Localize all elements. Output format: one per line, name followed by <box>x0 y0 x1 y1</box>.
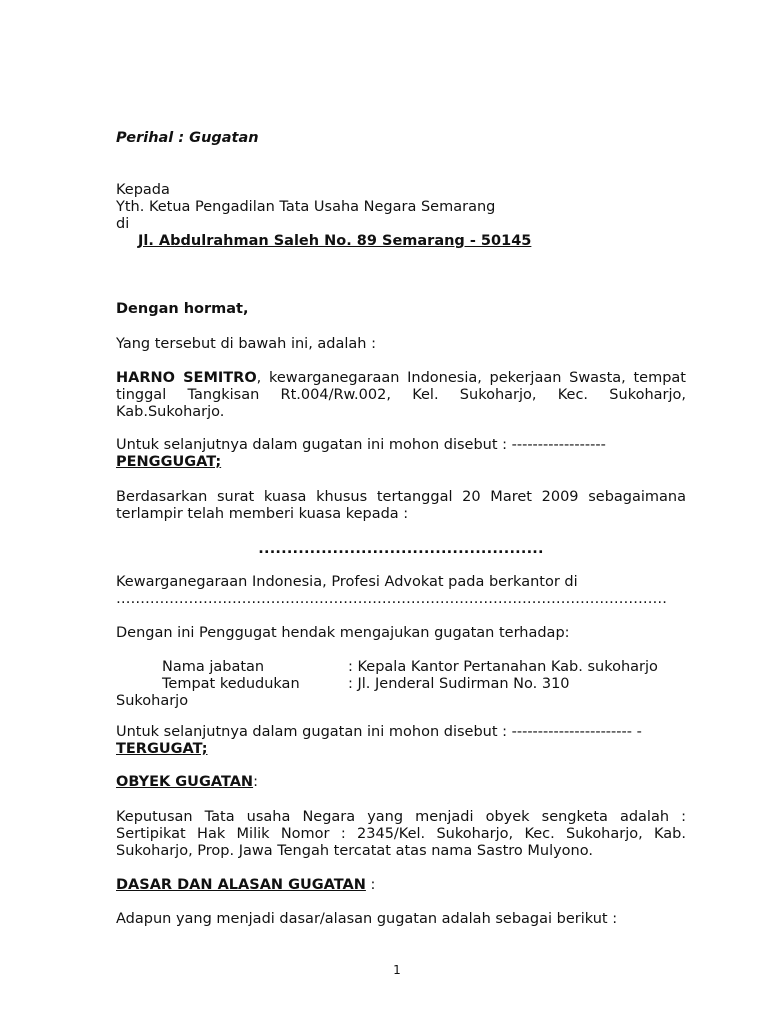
tempat-kedudukan-row <box>162 676 686 693</box>
tergugat-details <box>116 659 686 693</box>
perihal-line: Perihal : Gugatan <box>116 130 259 146</box>
tergugat-designation <box>116 724 686 758</box>
nama-jabatan-row <box>162 659 686 676</box>
nama-jabatan-value: : Kepala Kantor Pertanahan Kab. sukoharjo <box>348 659 658 675</box>
salutation: Dengan hormat, <box>116 301 249 317</box>
kepada-label: Kepada <box>116 182 170 198</box>
tergugat-label: TERGUGAT; <box>116 741 208 757</box>
page-number: 1 <box>393 963 401 977</box>
intro-line: Yang tersebut di bawah ini, adalah : <box>116 336 376 352</box>
nama-jabatan-label: Nama jabatan <box>162 659 265 675</box>
kuasa-paragraph: Berdasarkan surat kuasa khusus tertanggal 20 Maret 2009 sebagaimana terlampir telah memberi kuasa kepada : <box>116 489 686 522</box>
dasar-heading: DASAR DAN ALASAN GUGATAN <box>116 877 366 893</box>
di-label: di <box>116 216 130 232</box>
kantor-line: Kewarganegaraan Indonesia, Profesi Advokat pada berkantor di <box>116 574 578 590</box>
tempat-kedudukan-continuation: Sukoharjo <box>116 693 189 709</box>
terhadap-line: Dengan ini Penggugat hendak mengajukan gugatan terhadap: <box>116 625 570 641</box>
recipient-address: Jl. Abdulrahman Saleh No. 89 Semarang - 50145 <box>138 233 532 249</box>
obyek-heading-row <box>116 774 686 791</box>
penggugat-designation <box>116 437 686 471</box>
recipient-name: Yth. Ketua Pengadilan Tata Usaha Negara Semarang <box>116 199 496 215</box>
kantor-block <box>116 574 686 608</box>
penggugat-paragraph <box>116 370 686 421</box>
kuasa-name-placeholder: .................................................. <box>258 541 544 557</box>
tempat-kedudukan-label: Tempat kedudukan <box>162 676 300 692</box>
penggugat-detail: , kewarganegaraan Indonesia, pekerjaan Swasta, tempat tinggal Tangkisan Rt.004/Rw.002, Kel. Sukoharjo, Kec. Sukoharjo, Kab.Sukoharjo. <box>116 370 686 420</box>
obyek-paragraph: Keputusan Tata usaha Negara yang menjadi obyek sengketa adalah : Sertipikat Hak Milik Nomor : 2345/Kel. Sukoharjo, Kec. Sukoharjo, Kab. Sukoharjo, Prop. Jawa Tengah tercatat atas nama Sastro Mulyono. <box>116 809 686 859</box>
tergugat-disebut-line: Untuk selanjutnya dalam gugatan ini mohon disebut : ----------------------- - <box>116 724 642 740</box>
dasar-heading-suffix: : <box>365 877 376 893</box>
document-page <box>116 0 686 1024</box>
penggugat-disebut-line: Untuk selanjutnya dalam gugatan ini mohon disebut : ------------------ <box>116 437 606 453</box>
dasar-heading-row <box>116 877 686 894</box>
penggugat-name: HARNO SEMITRO <box>116 370 257 386</box>
obyek-heading-suffix: : <box>253 774 258 790</box>
tempat-kedudukan-value: : Jl. Jenderal Sudirman No. 310 <box>348 676 570 692</box>
penggugat-label: PENGGUGAT; <box>116 454 222 470</box>
recipient-block <box>116 182 686 250</box>
obyek-heading: OBYEK GUGATAN <box>116 774 254 790</box>
kantor-address-placeholder: …………………………………………………………………………………………………… <box>116 591 667 607</box>
dasar-paragraph: Adapun yang menjadi dasar/alasan gugatan adalah sebagai berikut : <box>116 911 618 927</box>
